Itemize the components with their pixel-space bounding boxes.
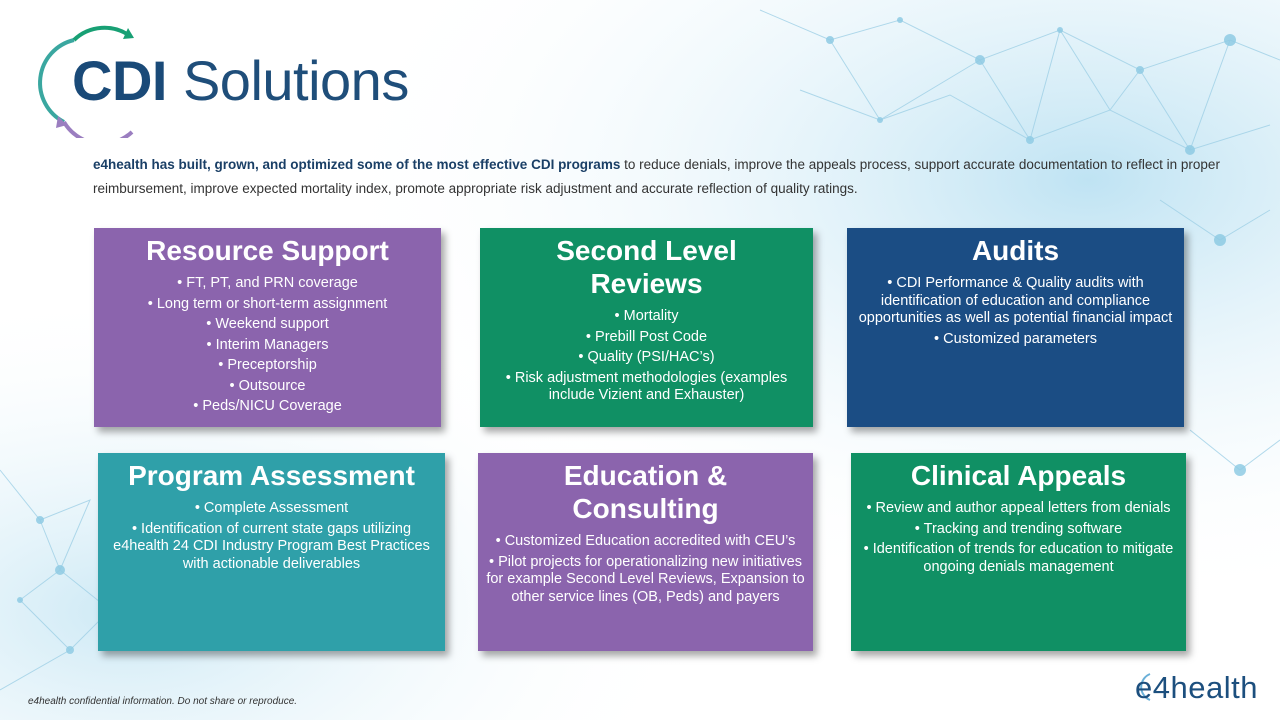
card-title: Clinical Appeals [910,460,1127,491]
card-list [855,275,1176,348]
list-item: • Quality (PSI/HAC’s) [488,349,805,367]
list-item: • Identification of current state gaps utilizing e4health 24 CDI Industry Program Best Practices with actionable deliverables [106,521,437,574]
e4health-logo: e4health [1135,670,1258,705]
intro-paragraph [93,153,1223,201]
list-item: • Interim Managers [102,337,433,355]
card-education-consulting [478,453,813,651]
card-list [486,533,805,606]
list-item: • Complete Assessment [106,500,437,518]
card-second-level-reviews [480,228,813,427]
list-item: • Long term or short-term assignment [102,296,433,314]
list-item: • Pilot projects for operationalizing new initiatives for example Second Level Reviews, Expansion to other service lines (OB, Peds) and payers [486,554,805,607]
page-title [72,48,409,114]
list-item: • Prebill Post Code [488,329,805,347]
card-list [102,275,433,416]
list-item: • Risk adjustment methodologies (examples include Vizient and Exhauster) [488,370,805,405]
card-list [488,308,805,405]
list-item: • Peds/NICU Coverage [102,398,433,416]
card-program-assessment [98,453,445,651]
list-item: • Customized parameters [855,331,1176,349]
list-item: • Preceptorship [102,357,433,375]
list-item: • Identification of trends for education to mitigate ongoing denials management [859,541,1178,576]
title-light: Solutions [182,49,409,112]
list-item: • CDI Performance & Quality audits with identification of education and compliance opportunities as well as potential financial impact [855,275,1176,328]
list-item: • Mortality [488,308,805,326]
intro-rest: to reduce denials, improve the appeals process, support accurate documentation to reflect in proper reimbursement, improve expected mortality index, promote appropriate risk adjustment and accurate reflection of quality ratings. [93,157,1220,196]
card-title: Audits [971,235,1060,266]
list-item: • Customized Education accredited with CEU’s [486,533,805,551]
card-resource-support [94,228,441,427]
title-bold: CDI [72,49,167,112]
card-title: Program Assessment [128,460,415,491]
card-title: Education & Consulting [563,460,728,524]
intro-bold: e4health has built, grown, and optimized some of the most effective CDI programs [93,157,621,172]
card-clinical-appeals [851,453,1186,651]
list-item: • Review and author appeal letters from denials [859,500,1178,518]
card-title: Second Level Reviews [556,235,737,299]
card-list [106,500,437,573]
card-audits [847,228,1184,427]
list-item: • Tracking and trending software [859,521,1178,539]
list-item: • Weekend support [102,316,433,334]
list-item: • FT, PT, and PRN coverage [102,275,433,293]
card-title: Resource Support [146,235,389,266]
card-list [859,500,1178,576]
confidential-disclaimer: e4health confidential information. Do not share or reproduce. [28,696,298,707]
list-item: • Outsource [102,378,433,396]
